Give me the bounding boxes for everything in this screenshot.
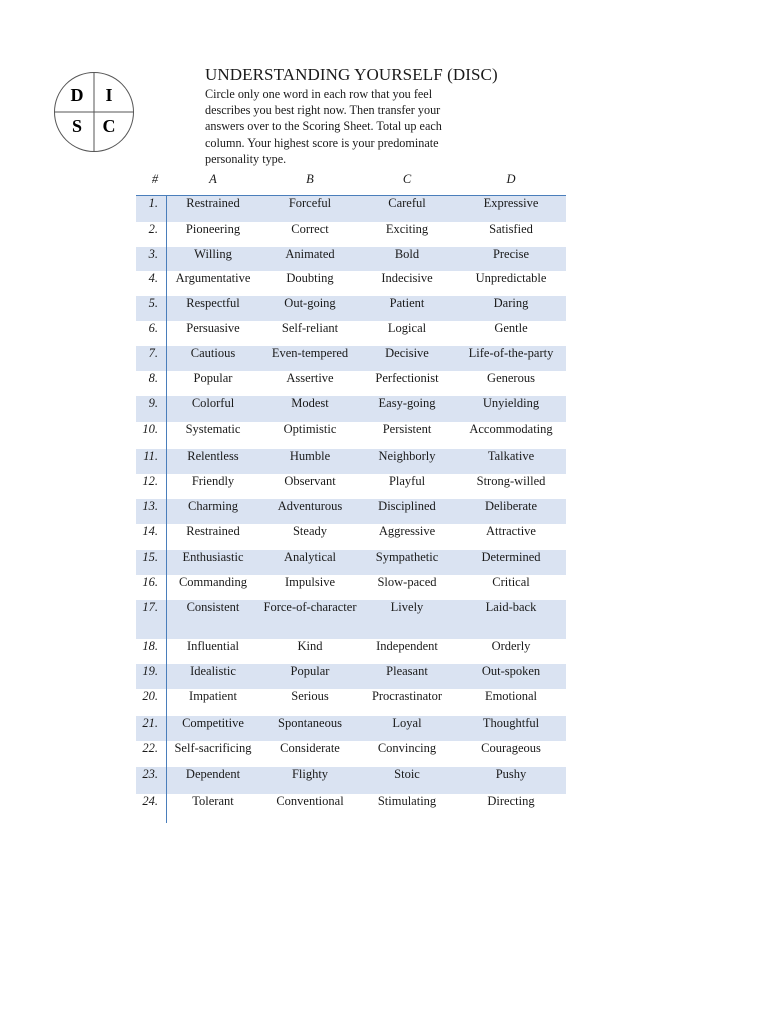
word-cell-c[interactable]: Perfectionist: [375, 371, 439, 385]
word-cell-c[interactable]: Stimulating: [377, 794, 437, 808]
word-cell-c[interactable]: Sympathetic: [375, 550, 439, 564]
word-cell-a[interactable]: Enthusiastic: [182, 550, 244, 564]
word-cell-c[interactable]: Easy-going: [378, 396, 436, 410]
table-row: [136, 449, 566, 474]
disc-logo: [53, 71, 135, 153]
row-number: 8.: [148, 371, 158, 385]
table-row: [136, 271, 566, 296]
word-cell-a[interactable]: Competitive: [182, 716, 244, 730]
word-cell-d[interactable]: Pushy: [495, 767, 527, 781]
row-number: 12.: [142, 474, 158, 488]
word-cell-c[interactable]: Indecisive: [381, 271, 433, 285]
word-cell-a[interactable]: Dependent: [185, 767, 241, 781]
word-cell-a[interactable]: Self-sacrificing: [174, 741, 252, 755]
row-number: 19.: [142, 664, 158, 678]
table-row: [136, 664, 566, 689]
word-cell-a[interactable]: Pioneering: [185, 222, 241, 236]
word-cell-a[interactable]: Tolerant: [192, 794, 234, 808]
row-number: 13.: [142, 499, 158, 513]
word-cell-c[interactable]: Pleasant: [386, 664, 428, 678]
row-number: 14.: [142, 524, 158, 538]
table-row: [136, 474, 566, 499]
word-cell-b[interactable]: Assertive: [286, 371, 334, 385]
word-cell-d[interactable]: Accommodating: [469, 422, 553, 436]
word-cell-a[interactable]: Friendly: [191, 474, 235, 488]
row-number: 5.: [148, 296, 158, 310]
table-row: [136, 689, 566, 716]
word-cell-d[interactable]: Strong-willed: [476, 474, 546, 488]
word-cell-b[interactable]: Animated: [285, 247, 335, 261]
word-cell-b[interactable]: Even-tempered: [271, 346, 349, 360]
table-row: [136, 371, 566, 396]
word-cell-b[interactable]: Serious: [291, 689, 329, 703]
word-cell-b[interactable]: Modest: [291, 396, 329, 410]
table-row: [136, 247, 566, 271]
table-row: [136, 550, 566, 575]
word-cell-c[interactable]: Disciplined: [378, 499, 436, 513]
word-cell-d[interactable]: Laid-back: [485, 600, 537, 614]
page-title: UNDERSTANDING YOURSELF (DISC): [205, 65, 498, 84]
row-number: 20.: [142, 689, 158, 703]
row-number: 24.: [142, 794, 158, 808]
table-row: [136, 396, 566, 422]
word-cell-c[interactable]: Exciting: [385, 222, 429, 236]
word-cell-a[interactable]: Restrained: [186, 196, 240, 210]
word-cell-d[interactable]: Life-of-the-party: [468, 346, 554, 360]
word-cell-a[interactable]: Popular: [193, 371, 233, 385]
instructions-text: Circle only one word in each row that you feel describes you best right now. Then transfer your answers over to the Scoring Sheet. Total up each column. Your highest score is your predominate personality type.: [205, 87, 442, 166]
table-row: [136, 321, 566, 346]
table-row: [136, 422, 566, 449]
word-cell-d[interactable]: Unyielding: [482, 396, 540, 410]
header-col-d: D: [506, 172, 516, 186]
row-number: 18.: [142, 639, 158, 653]
word-cell-b[interactable]: Optimistic: [283, 422, 337, 436]
word-cell-b[interactable]: Out-going: [284, 296, 336, 310]
word-cell-a[interactable]: Restrained: [186, 524, 240, 538]
word-cell-a[interactable]: Respectful: [186, 296, 240, 310]
word-cell-b[interactable]: Spontaneous: [278, 716, 342, 730]
table-row: [136, 741, 566, 767]
word-cell-d[interactable]: Daring: [493, 296, 529, 310]
table-row: [136, 600, 566, 639]
word-cell-a[interactable]: Influential: [186, 639, 240, 653]
row-number: 1.: [148, 196, 158, 210]
word-cell-a[interactable]: Colorful: [191, 396, 235, 410]
word-cell-b[interactable]: Flighty: [291, 767, 329, 781]
word-cell-b[interactable]: Humble: [289, 449, 331, 463]
word-cell-c[interactable]: Bold: [394, 247, 420, 261]
number-column-rule: [166, 195, 167, 823]
word-cell-d[interactable]: Directing: [487, 794, 535, 808]
row-number: 3.: [148, 247, 158, 261]
word-cell-c[interactable]: Decisive: [385, 346, 429, 360]
table-row: [136, 222, 566, 247]
table-row: [136, 639, 566, 664]
header-col-a: A: [209, 172, 217, 186]
row-number: 6.: [148, 321, 158, 335]
table-row: [136, 575, 566, 600]
word-cell-a[interactable]: Consistent: [186, 600, 240, 614]
word-cell-c[interactable]: Neighborly: [378, 449, 436, 463]
header-rule: [136, 195, 566, 196]
word-cell-b[interactable]: Analytical: [283, 550, 337, 564]
word-cell-d[interactable]: Attractive: [486, 524, 536, 538]
word-cell-d[interactable]: Unpredictable: [475, 271, 547, 285]
table-row: [136, 499, 566, 524]
word-cell-c[interactable]: Loyal: [392, 716, 422, 730]
word-cell-b[interactable]: Kind: [297, 639, 323, 653]
word-cell-b[interactable]: Popular: [290, 664, 330, 678]
word-cell-b[interactable]: Doubting: [286, 271, 334, 285]
word-cell-b[interactable]: Conventional: [276, 794, 344, 808]
table-row: [136, 346, 566, 371]
header-col-b: B: [306, 172, 314, 186]
word-cell-c[interactable]: Aggressive: [378, 524, 436, 538]
word-cell-c[interactable]: Persistent: [382, 422, 432, 436]
row-number: 17.: [142, 600, 158, 614]
word-cell-b[interactable]: Self-reliant: [281, 321, 339, 335]
logo-letter-c: C: [102, 116, 116, 136]
word-cell-a[interactable]: Charming: [188, 499, 238, 513]
logo-letter-d: D: [70, 85, 84, 105]
word-cell-d[interactable]: Gentle: [494, 321, 528, 335]
word-cell-b[interactable]: Correct: [291, 222, 329, 236]
word-cell-a[interactable]: Argumentative: [175, 271, 251, 285]
row-number: 23.: [142, 767, 158, 781]
word-cell-a[interactable]: Persuasive: [186, 321, 240, 335]
header-number: #: [151, 172, 159, 186]
row-number: 22.: [142, 741, 158, 755]
row-number: 4.: [148, 271, 158, 285]
row-number: 11.: [143, 449, 158, 463]
word-cell-d[interactable]: Thoughtful: [482, 716, 540, 730]
word-cell-c[interactable]: Convincing: [377, 741, 437, 755]
header-col-c: C: [402, 172, 412, 186]
word-cell-a[interactable]: Idealistic: [190, 664, 236, 678]
table-row: [136, 767, 566, 794]
word-cell-c[interactable]: Patient: [389, 296, 425, 310]
table-row: [136, 296, 566, 321]
row-number: 16.: [142, 575, 158, 589]
word-cell-c[interactable]: Careful: [388, 196, 426, 210]
word-cell-c[interactable]: Slow-paced: [377, 575, 437, 589]
row-number: 21.: [142, 716, 158, 730]
word-cell-d[interactable]: Deliberate: [484, 499, 538, 513]
word-cell-b[interactable]: Steady: [292, 524, 328, 538]
word-cell-d[interactable]: Precise: [492, 247, 530, 261]
word-cell-a[interactable]: Systematic: [185, 422, 241, 436]
table-row: [136, 196, 566, 222]
row-number: 7.: [148, 346, 158, 360]
word-cell-b[interactable]: Impulsive: [285, 575, 335, 589]
word-cell-c[interactable]: Independent: [376, 639, 438, 653]
word-cell-d[interactable]: Satisfied: [489, 222, 533, 236]
word-cell-c[interactable]: Lively: [390, 600, 424, 614]
logo-letter-i: I: [105, 85, 113, 105]
word-cell-b[interactable]: Adventurous: [277, 499, 343, 513]
word-cell-d[interactable]: Expressive: [483, 196, 539, 210]
word-cell-d[interactable]: Out-spoken: [481, 664, 541, 678]
word-cell-a[interactable]: Relentless: [187, 449, 239, 463]
row-number: 10.: [142, 422, 158, 436]
word-cell-d[interactable]: Emotional: [484, 689, 538, 703]
word-cell-d[interactable]: Generous: [487, 371, 535, 385]
word-cell-a[interactable]: Willing: [194, 247, 232, 261]
word-cell-d[interactable]: Courageous: [481, 741, 541, 755]
word-cell-b[interactable]: Observant: [284, 474, 336, 488]
word-cell-c[interactable]: Stoic: [394, 767, 420, 781]
word-cell-a[interactable]: Commanding: [178, 575, 248, 589]
word-cell-d[interactable]: Talkative: [487, 449, 535, 463]
word-cell-b[interactable]: Forceful: [288, 196, 332, 210]
row-number: 15.: [142, 550, 158, 564]
word-cell-c[interactable]: Procrastinator: [371, 689, 443, 703]
table-row: [136, 716, 566, 741]
logo-letter-s: S: [71, 116, 83, 136]
row-number: 9.: [148, 396, 158, 410]
table-row: [136, 524, 566, 550]
word-cell-c[interactable]: Playful: [388, 474, 426, 488]
word-cell-b[interactable]: Force-of-character: [263, 600, 357, 614]
table-row: [136, 794, 566, 820]
word-cell-b[interactable]: Considerate: [280, 741, 340, 755]
word-cell-d[interactable]: Orderly: [491, 639, 531, 653]
word-cell-c[interactable]: Logical: [387, 321, 427, 335]
word-cell-d[interactable]: Critical: [492, 575, 530, 589]
word-cell-a[interactable]: Cautious: [190, 346, 236, 360]
word-cell-a[interactable]: Impatient: [189, 689, 237, 703]
word-cell-d[interactable]: Determined: [481, 550, 541, 564]
row-number: 2.: [148, 222, 158, 236]
